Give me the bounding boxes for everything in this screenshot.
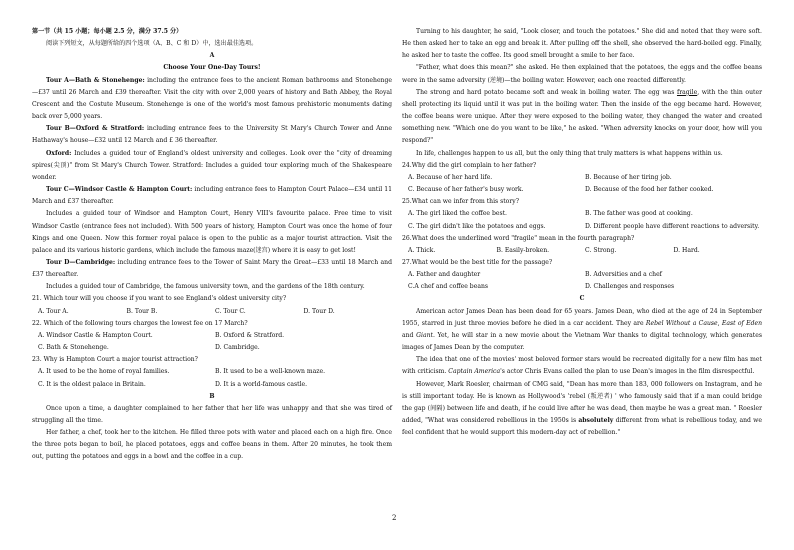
option: D. It is a world-famous castle. xyxy=(215,380,308,388)
option: C. Strong. xyxy=(585,246,617,254)
question-24-options xyxy=(402,172,762,196)
option: D. Hard. xyxy=(673,246,700,254)
option: A. The girl liked the coffee best. xyxy=(408,210,507,218)
passage-c-p2 xyxy=(402,354,762,378)
passage-b-letter: B xyxy=(209,392,215,400)
text: , with the thin outer shell protecting its liquid until it was put in the boiling water. Then the inside of the egg became hard. However, the coffee beans were unique. After they were exposed to the boiling water, they changed the water and created something new. "Which one do you want to be like," he asked. "When adversity knocks on your door, how will you respond?" xyxy=(402,88,762,145)
tour-c-detail: Includes a guided tour of Windsor and Hampton Court, Henry VIII's favourite palace. Free time to visit Windsor Castle (entrance fees not included). With 500 years of history, Hampton Court was once the home of four Kings and one Queen. Now this former royal palace is open to the public as a major tourist attraction. Visit the palace and its various historic gardens, which include the famous maze(迷宫) where it is easy to get lost! xyxy=(32,210,392,254)
option: B. Easily-broken. xyxy=(496,246,550,254)
left-column xyxy=(32,26,392,464)
film-title: Captain America xyxy=(448,368,501,376)
bold-word: absolutely xyxy=(578,417,614,424)
tour-a-name: Tour A—Bath & Stonehenge: xyxy=(46,76,145,84)
question-26-options xyxy=(402,245,762,257)
question-21: 21. Which tour will you choose if you want to see England's oldest university city? xyxy=(32,295,287,303)
question-23-options xyxy=(32,366,392,390)
option: B. Adversities and a chef xyxy=(585,271,662,279)
option: D. Because of the food her father cooked. xyxy=(585,186,714,194)
tour-c-name: Tour C—Windsor Castle & Hampton Court: xyxy=(46,186,193,194)
text: However, Mark Roesler, chairman of CMG said, "Dean has more than 183, 000 followers on Instagram, and he is still important today. He is known as Hollywood's 'rebel (叛逆者) ' who famously said that if a man could bridge the gap (间隔) between life and death, if he could live after he was dead, then maybe he was a great man. " Roesler added, "What was considered rebellious in the 1950s is xyxy=(402,380,762,424)
option: B. Tour B. xyxy=(126,307,158,315)
right-column xyxy=(402,26,762,439)
page-number: 2 xyxy=(392,514,397,522)
question-25-options xyxy=(402,208,762,232)
option: A. Father and daughter xyxy=(408,271,481,279)
question-27-options xyxy=(402,269,762,293)
tour-d-paragraph xyxy=(32,257,392,281)
question-26: 26.What does the underlined word "fragile" mean in the fourth paragraph? xyxy=(402,234,635,242)
tour-d-text: including entrance fees to the Tower of Saint Mary the Great—£33 until 18 March and £37 thereafter. xyxy=(32,258,392,279)
question-25: 25.What can we infer from this story? xyxy=(402,198,519,206)
text: The idea that one of the movies' most beloved former stars would be recreated digitally for a new film has met with criticism. xyxy=(402,356,762,376)
film-title: Rebel Without a Cause xyxy=(645,319,718,327)
passage-b-p2: Her father, a chef, took her to the kitchen. He filled three pots with water and placed each on a high fire. Once the three pots began to boil, he placed potatoes, eggs and coffee beans in them. After 20 minutes, he took them out, putting the potatoes and eggs in a bowl and the coffee in a cup. xyxy=(32,429,392,461)
tour-c-paragraph xyxy=(32,184,392,208)
tour-a-text: including the entrance fees to the ancient Roman bathrooms and Stonehenge —£37 until 26 March and £39 thereafter. Visit the city with over 2,000 years of history and Bath Abbey, the Royal Crescent and the Costute Museum. Stonehenge is one of the world's most famous prehistoric monuments dating back over 5,000 years. xyxy=(32,76,392,121)
oxford-text: Includes a guided tour of England's oldest university and colleges. Look over the "city of dreaming spires(尖顶)" from St Mary's Church Tower. Stratford: Includes a guided tour exploring much of the Shakespeare wonder. xyxy=(32,149,392,181)
oxford-name: Oxford: xyxy=(46,149,72,157)
option: D. Challenges and responses xyxy=(585,283,675,291)
question-23: 23. Why is Hampton Court a major tourist attraction? xyxy=(32,356,198,364)
tour-c-text: including entrance fees to Hampton Court Palace—£34 until 11 March and £37 thereafter. xyxy=(32,186,392,206)
text: 's actor Chris Evans called the plan to use Dean's images in the film disrespectful. xyxy=(500,368,755,376)
passage-c-p1 xyxy=(402,306,762,355)
option: A. Because of her hard life. xyxy=(408,173,493,181)
section-instruction: 阅读下列短文，从每题所给的四个选项（A、B、C 和 D）中，选出最佳选项。 xyxy=(46,40,258,48)
option: D. Cambridge. xyxy=(215,344,260,352)
option: B. The father was good at cooking. xyxy=(585,210,693,218)
text: . Yet, he will star in a new movie about the Vietnam War thanks to digital technology, which generates images of James Dean by the computer. xyxy=(402,331,762,352)
text: The strong and hard potato became soft and weak in boiling water. The egg was xyxy=(416,88,677,96)
oxford-paragraph xyxy=(32,148,392,184)
option: B. Because of her tiring job. xyxy=(585,173,672,181)
underlined-word: fragile xyxy=(676,88,698,96)
option: B. It used to be a well-known maze. xyxy=(215,368,326,376)
question-24: 24.Why did the girl complain to her father? xyxy=(402,161,537,169)
option: A. Windsor Castle & Hampton Court. xyxy=(38,331,153,339)
film-title: Giant xyxy=(416,331,433,339)
option: C. It is the oldest palace in Britain. xyxy=(38,380,146,388)
question-22-options xyxy=(32,330,392,354)
passage-b-p1: Once upon a time, a daughter complained to her father that her life was unhappy and that she was tired of struggling all the time. xyxy=(32,404,392,424)
passage-c-p3 xyxy=(402,379,762,440)
passage-a-title: Choose Your One-Day Tours! xyxy=(163,64,261,72)
option: C.A chef and coffee beans xyxy=(408,283,489,291)
tour-b-name: Tour B—Oxford & Stratford: xyxy=(46,125,145,133)
option: C. Tour C. xyxy=(215,307,246,315)
tour-a-paragraph xyxy=(32,75,392,124)
passage-a-letter: A xyxy=(209,52,215,60)
option: B. Oxford & Stratford. xyxy=(215,331,285,339)
film-title: East of Eden xyxy=(721,319,762,327)
passage-b-p3: Turning to his daughter, he said, "Look closer, and touch the potatoes." She did and noted that they were soft. He then asked her to take an egg and break it. After pulling off the shell, she observed the hard-boiled egg. Finally, he asked her to taste the coffee. Its good smell brought a smile to her face. xyxy=(402,28,762,60)
option: C. Bath & Stonehenge. xyxy=(38,344,109,352)
tour-b-text: including entrance fees to the University St Mary's Church Tower and Anne Hathaway's house—£32 until 12 March and £ 36 thereafter. xyxy=(32,125,392,145)
question-27: 27.What would be the best title for the passage? xyxy=(402,258,553,266)
option: A. It used to be the home of royal families. xyxy=(38,368,170,376)
tour-b-paragraph xyxy=(32,123,392,147)
text: , xyxy=(717,319,722,327)
tour-d-detail: Includes a guided tour of Cambridge, the famous university town, and the gardens of the 18th century. xyxy=(46,283,365,291)
text: different from what is rebellious today, and we feel confident that he would support this modern-day act of rebellion." xyxy=(402,417,762,437)
tour-d-name: Tour D—Cambridge: xyxy=(46,258,116,266)
passage-b-p5 xyxy=(402,87,762,148)
section-heading: 第一节（共 15 小题；每小题 2.5 分，满分 37.5 分） xyxy=(32,28,183,35)
passage-b-p6: In life, challenges happen to us all, but the only thing that truly matters is what happens within us. xyxy=(416,149,723,157)
passage-b-p4: "Father, what does this mean?" she asked. He then explained that the potatoes, the eggs and the coffee beans were in the same adversity (逆境)—the boiling water. However, each one reacted differently. xyxy=(402,64,762,84)
text: and xyxy=(402,331,417,339)
option: C. Because of her father's busy work. xyxy=(408,186,524,194)
option: C. The girl didn't like the potatoes and eggs. xyxy=(408,222,546,230)
passage-c-letter: C xyxy=(579,295,585,303)
question-21-options xyxy=(32,306,392,318)
option: D. Tour D. xyxy=(303,307,335,315)
option: D. Different people have different reactions to adversity. xyxy=(585,222,760,230)
text: American actor James Dean has been dead for 65 years. James Dean, who died at the age of 24 in September 1955, starred in just three movies before he died in a car accident. They are xyxy=(402,307,762,327)
question-22: 22. Which of the following tours charges the lowest fee on 17 March? xyxy=(32,319,248,327)
option: A. Tour A. xyxy=(38,307,69,315)
option: A. Thick. xyxy=(408,246,436,254)
